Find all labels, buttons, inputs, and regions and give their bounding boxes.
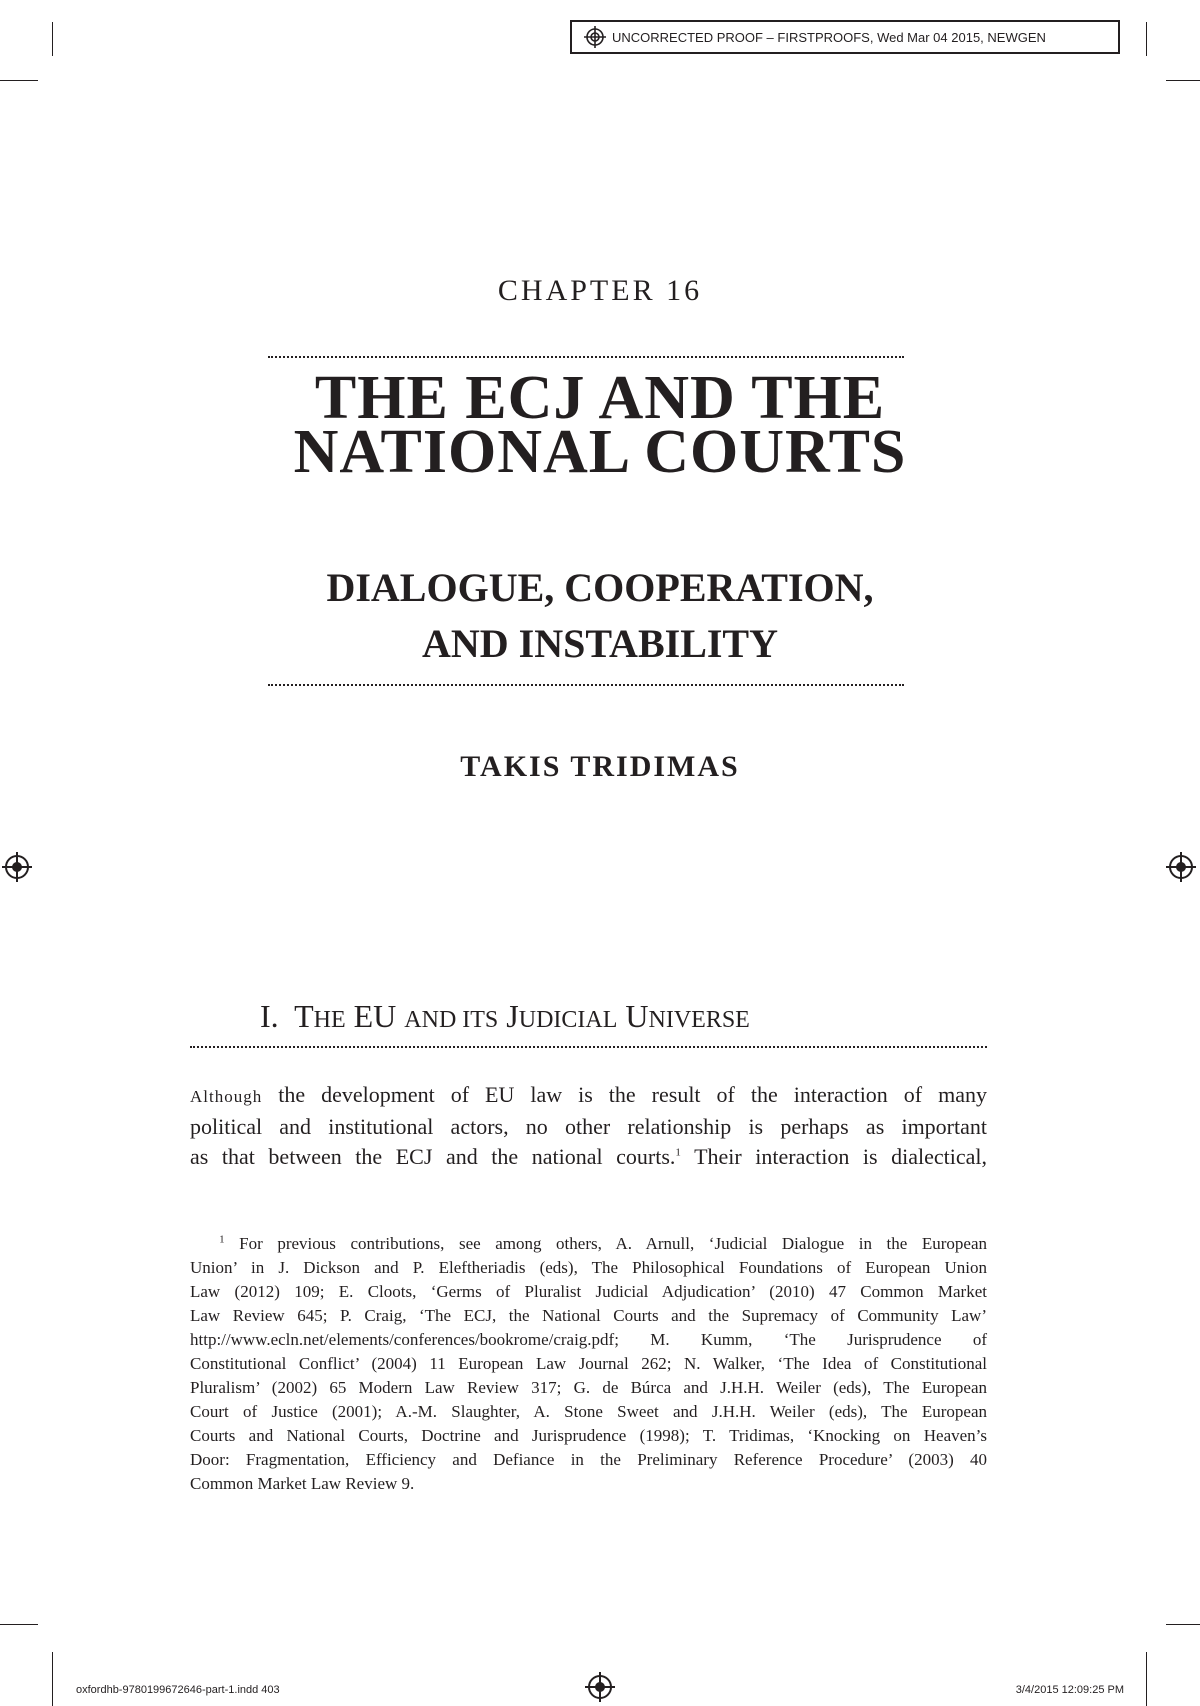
crop-mark — [0, 1624, 38, 1625]
chapter-subtitle-line: DIALOGUE, COOPERATION, — [326, 565, 874, 610]
crop-mark — [1166, 1624, 1200, 1625]
footer-timestamp: 3/4/2015 12:09:25 PM — [1015, 1684, 1124, 1696]
divider — [190, 1046, 987, 1048]
footnote-reference[interactable]: 1 — [675, 1146, 681, 1159]
crop-mark — [52, 1652, 53, 1706]
chapter-title-line: NATIONAL COURTS — [293, 418, 907, 486]
footnote-line: $^1$ For previous contributions, see among others, A. Arnull, ‘Judicial Dialogue in the European — [219, 1233, 988, 1253]
footer-file-name: oxfordhb-9780199672646-part-1.indd 403 — [76, 1684, 280, 1696]
chapter-subtitle — [0, 560, 1200, 672]
footnote-line: Common Market Law Review 9. — [190, 1474, 415, 1493]
body-line: Although the development of EU law is the result of the interaction of many — [190, 1082, 987, 1107]
registration-mark-icon — [1166, 852, 1196, 882]
section-title-part: U — [617, 998, 649, 1034]
chapter-title — [0, 364, 1200, 486]
section-heading — [260, 998, 750, 1035]
chapter-subtitle-line: AND INSTABILITY — [421, 621, 778, 666]
proof-status-box — [570, 20, 1120, 54]
chapter-label: CHAPTER 16 — [497, 274, 703, 307]
crop-mark — [1166, 80, 1200, 81]
section-title-part: HE — [313, 1007, 346, 1033]
crop-mark — [1146, 22, 1147, 56]
lead-smallcaps: Although — [190, 1087, 263, 1106]
footnote-line: Law (2012) 109; E. Cloots, ‘Germs of Pluralist Judicial Adjudication’ (2010) 47 Common Market — [190, 1282, 987, 1301]
body-line: political and institutional actors, no other relationship is perhaps as important — [190, 1114, 987, 1139]
body-paragraph — [190, 1080, 987, 1172]
section-title-part: EU — [345, 998, 405, 1034]
footnote-line: Door: Fragmentation, Efficiency and Defiance in the Preliminary Reference Procedure’ (2003) 40 — [190, 1450, 987, 1469]
footnote-line: http://www.ecln.net/elements/conferences/bookrome/craig.pdf; M. Kumm, ‘The Jurisprudence of — [190, 1330, 987, 1349]
footnote-line: Constitutional Conflict’ (2004) 11 European Law Journal 262; N. Walker, ‘The Idea of Constitutional — [190, 1354, 987, 1373]
section-title-part: T — [294, 998, 314, 1034]
footnote-line: Union’ in J. Dickson and P. Eleftheriadis (eds), The Philosophical Foundations of European Union — [190, 1258, 987, 1277]
crop-mark — [1146, 1652, 1147, 1706]
crop-mark — [0, 80, 38, 81]
divider — [268, 684, 904, 686]
footnote — [190, 1232, 987, 1496]
registration-mark-icon — [584, 26, 606, 48]
section-title-part: NIVERSE — [648, 1007, 750, 1033]
body-line: as that between the ECJ and the national courts.$^1$ Their interaction is dialectical, — [190, 1144, 988, 1169]
crop-mark — [52, 22, 53, 56]
proof-label: UNCORRECTED PROOF – FIRSTPROOFS, Wed Mar 04 2015, NEWGEN — [612, 29, 1046, 45]
footnote-line: Law Review 645; P. Craig, ‘The ECJ, the National Courts and the Supremacy of Community Law’ — [190, 1306, 987, 1325]
footnote-number: 1 — [219, 1233, 225, 1246]
section-title-part: UDICIAL — [518, 1007, 618, 1033]
footnote-line: Courts and National Courts, Doctrine and Jurisprudence (1998); T. Tridimas, ‘Knocking on Heaven’s — [190, 1426, 987, 1445]
section-number: I. — [260, 998, 279, 1034]
chapter-title-line: THE ECJ AND THE — [314, 364, 886, 432]
footnote-line: Pluralism’ (2002) 65 Modern Law Review 317; G. de Búrca and J.H.H. Weiler (eds), The European — [190, 1378, 987, 1397]
section-title-part: J — [498, 998, 519, 1034]
author-name: TAKIS TRIDIMAS — [460, 750, 740, 783]
divider — [268, 356, 904, 358]
footnote-line: Court of Justice (2001); A.-M. Slaughter, A. Stone Sweet and J.H.H. Weiler (eds), The European — [190, 1402, 987, 1421]
registration-mark-icon — [2, 852, 32, 882]
registration-mark-icon — [585, 1672, 615, 1702]
section-title-part: AND ITS — [404, 1007, 499, 1033]
